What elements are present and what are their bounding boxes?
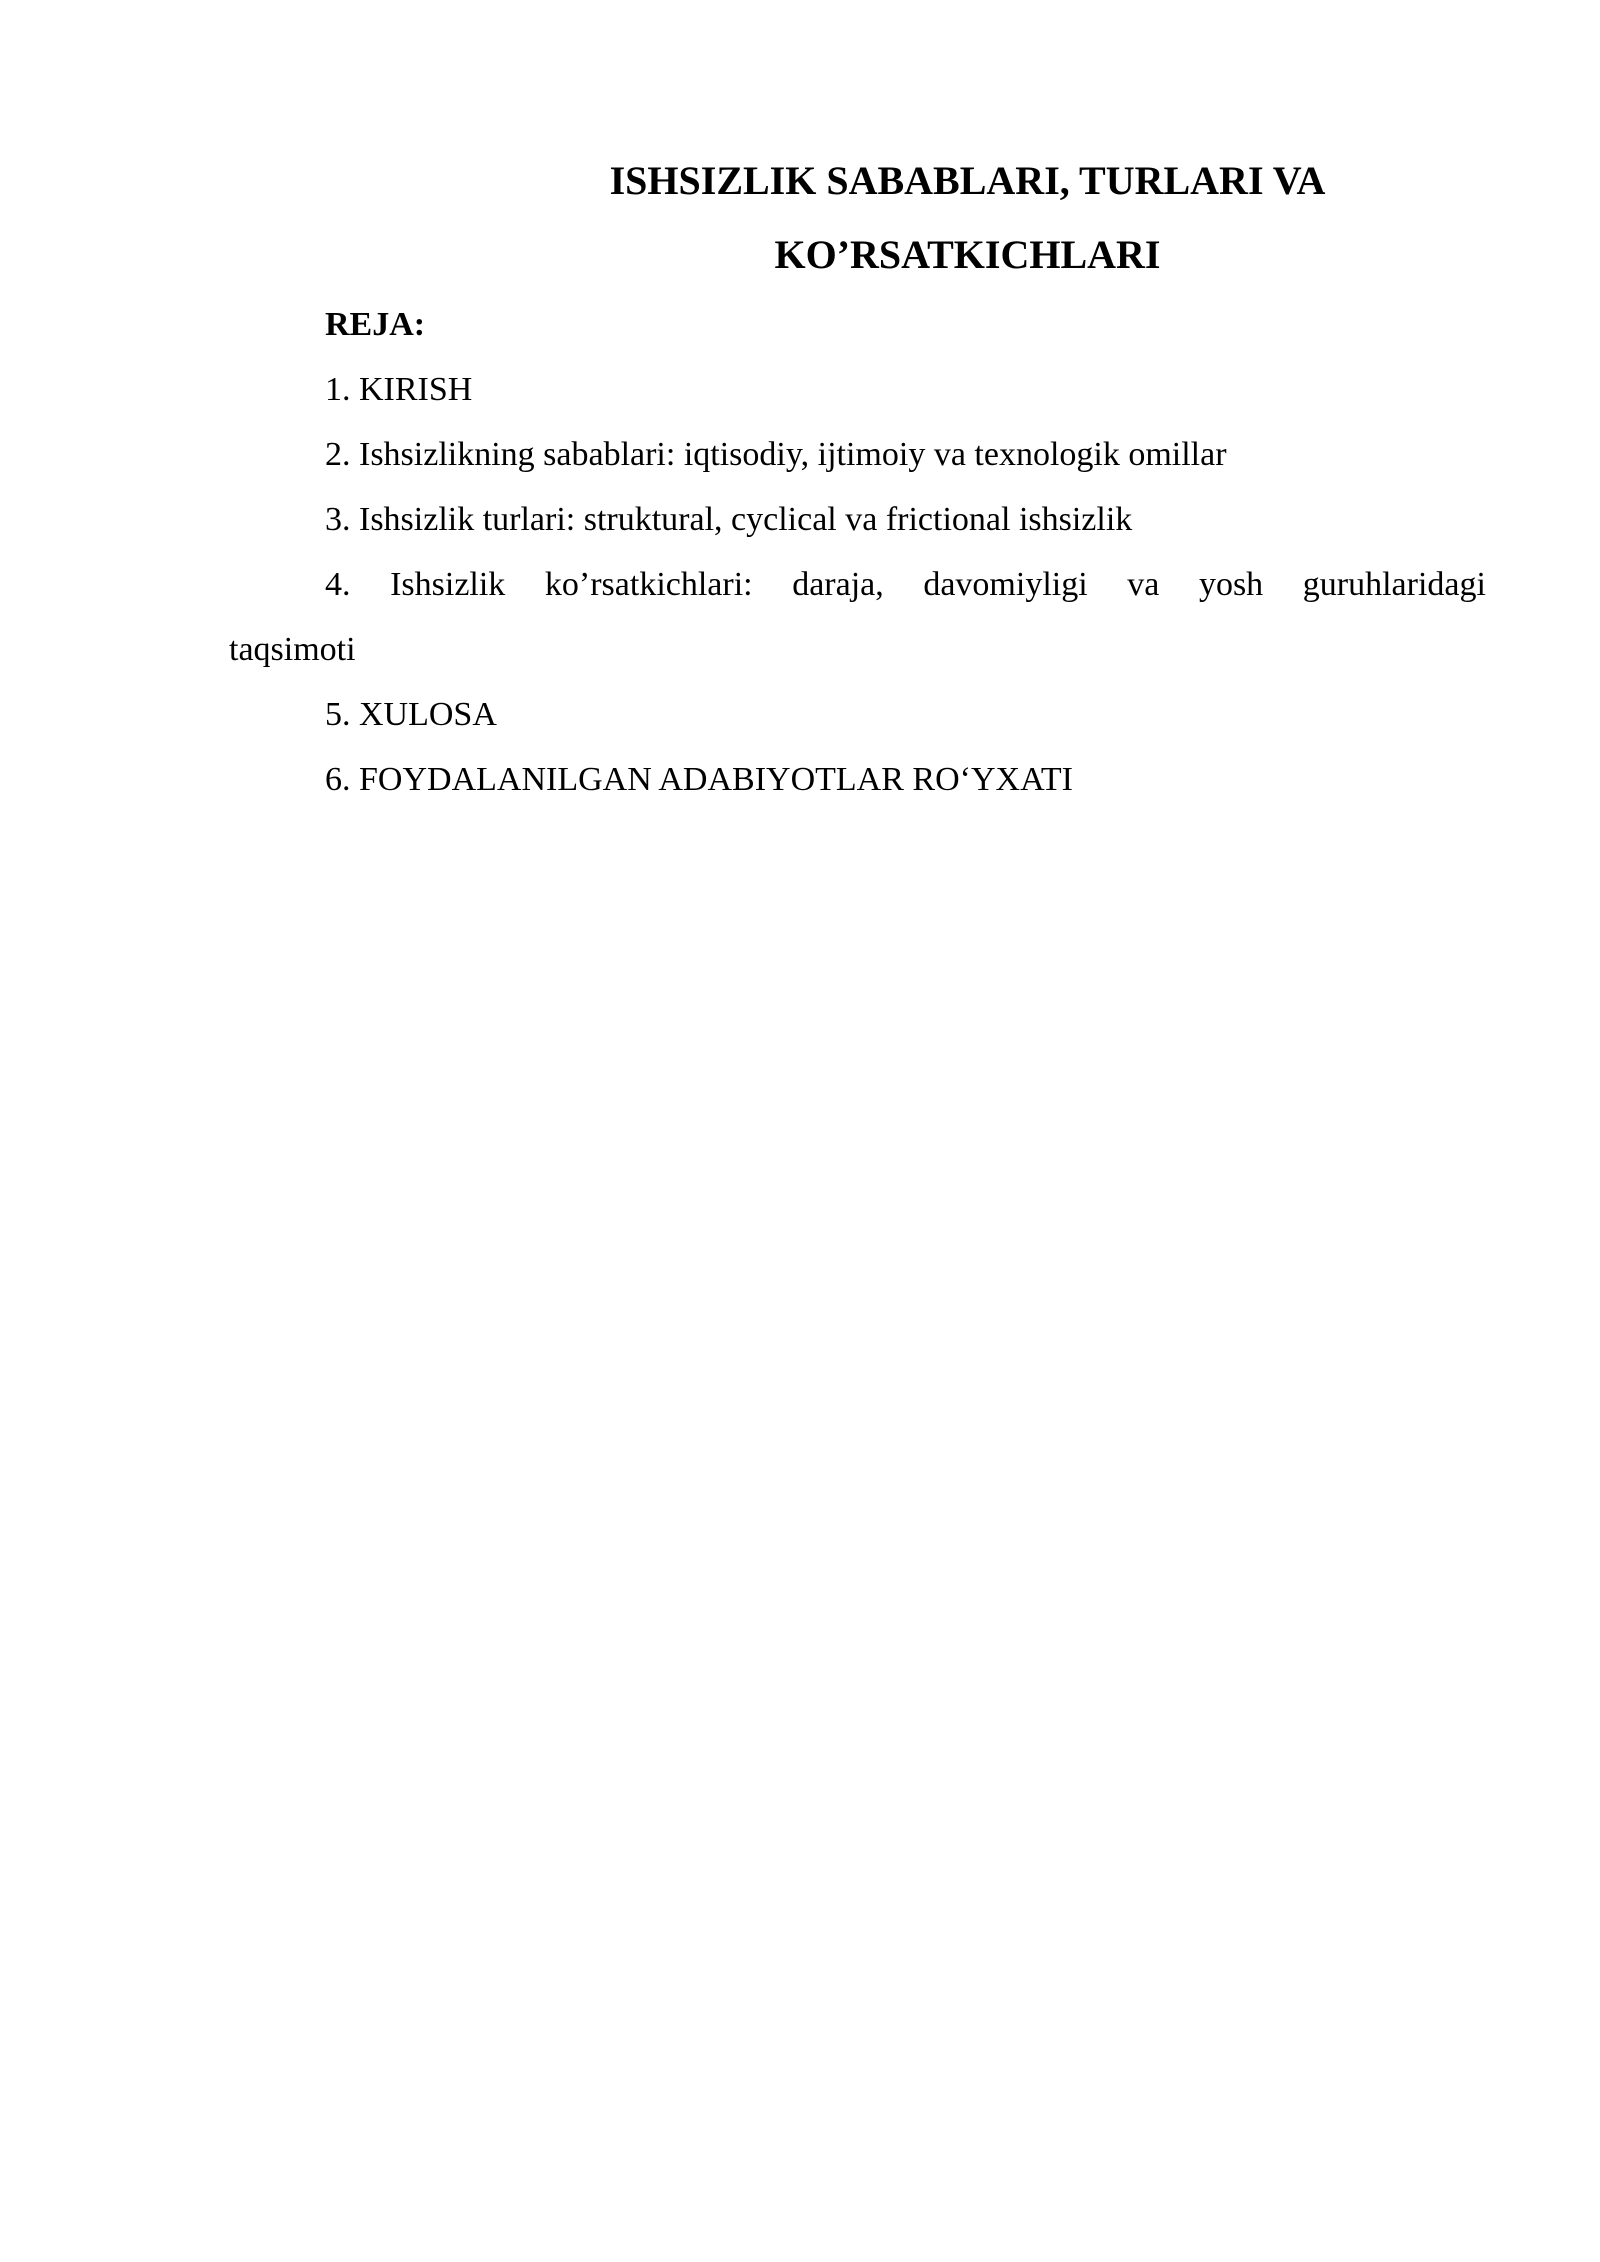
plan-item-3: 3. Ishsizlik turlari: struktural, cyclical va frictional ishsizlik xyxy=(325,501,1133,538)
plan-item-4-word: 4. xyxy=(325,566,351,603)
document-content xyxy=(229,144,1486,812)
plan-heading: REJA: xyxy=(325,306,426,343)
plan-item-4 xyxy=(229,552,1486,617)
plan-item-4-word: guruhlaridagi xyxy=(1302,566,1486,603)
title-line-1: ISHSIZLIK SABABLARI, TURLARI VA xyxy=(609,158,1326,203)
plan-item-4-word: Ishsizlik xyxy=(390,566,506,603)
plan-item-5: 5. XULOSA xyxy=(325,696,497,733)
document-title xyxy=(229,144,1486,292)
plan-item-4-word: davomiyligi xyxy=(923,566,1088,603)
plan-item-4-word: daraja, xyxy=(792,566,884,603)
plan-item-4-word: ko’rsatkichlari: xyxy=(544,566,753,603)
plan-item-1: 1. KIRISH xyxy=(325,371,473,408)
plan-item-4-word: va xyxy=(1127,566,1160,603)
plan-item-6: 6. FOYDALANILGAN ADABIYOTLAR RO‘YXATI xyxy=(325,761,1073,798)
plan-item-4-continuation: taqsimoti xyxy=(229,631,356,668)
plan-item-2: 2. Ishsizlikning sabablari: iqtisodiy, ijtimoiy va texnologik omillar xyxy=(325,436,1227,473)
plan-list xyxy=(229,357,1486,812)
plan-item-4-word: yosh xyxy=(1198,566,1264,603)
title-line-2: KO’RSATKICHLARI xyxy=(774,232,1161,277)
